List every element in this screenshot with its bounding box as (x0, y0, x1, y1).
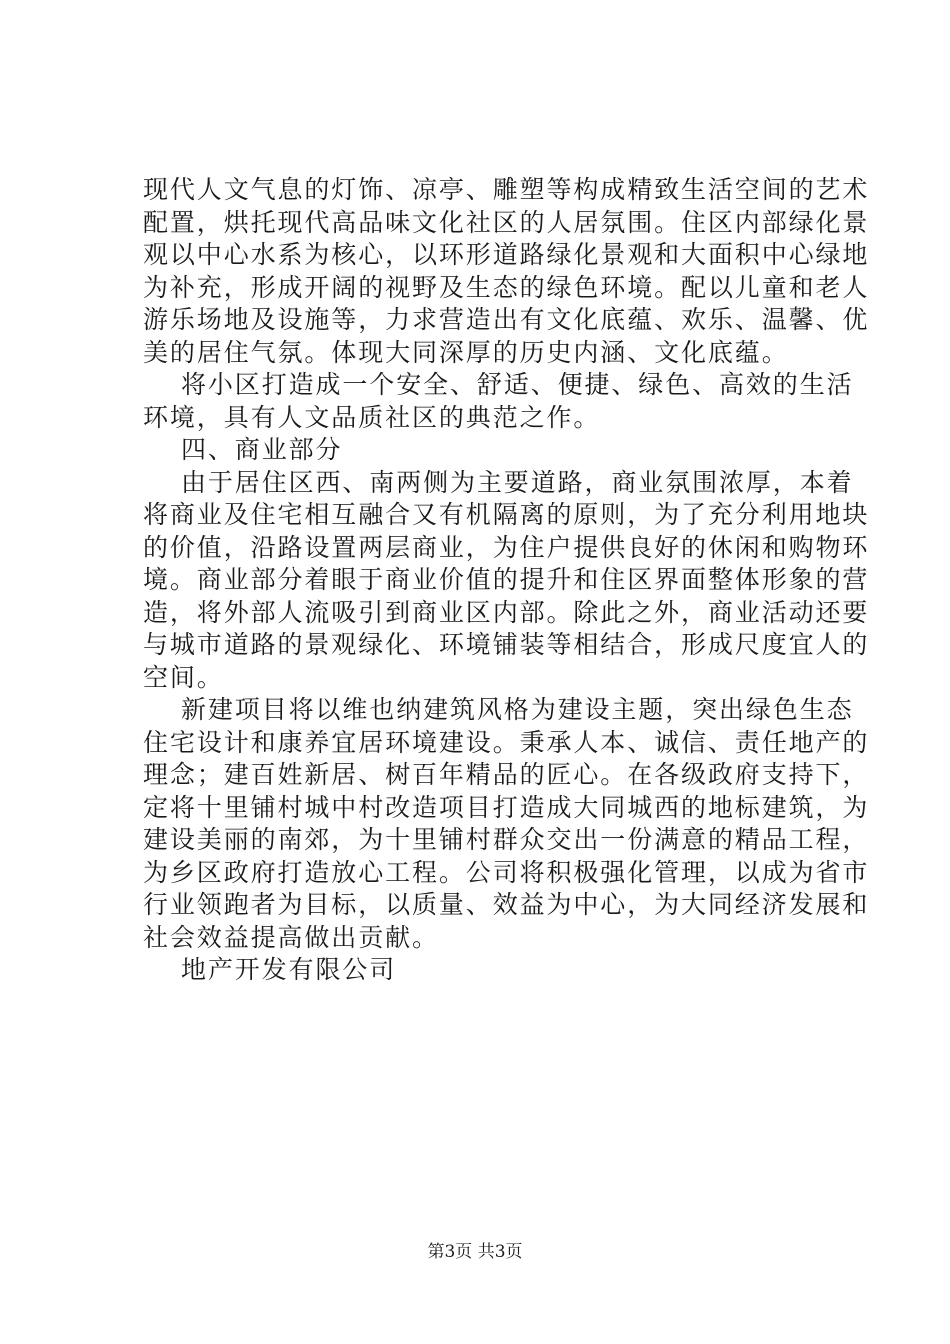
page-number-footer: 第3页 共3页 (427, 1242, 523, 1262)
text-line: 的价值，沿路设置两层商业，为住户提供良好的休闲和购物环 (143, 532, 870, 562)
document-body (143, 174, 870, 987)
text-line: 定将十里铺村城中村改造项目打造成大同城西的地标建筑，为 (143, 792, 870, 822)
text-line: 现代人文气息的灯饰、凉亭、雕塑等构成精致生活空间的艺术 (143, 175, 870, 204)
text-line: 与城市道路的景观绿化、环境铺装等相结合，形成尺度宜人的 (143, 630, 870, 659)
text-line: 住宅设计和康养宜居环境建设。秉承人本、诚信、责任地产的 (143, 727, 870, 757)
text-line: 社会效益提高做出贡献。 (143, 922, 439, 952)
text-line: 建设美丽的南郊，为十里铺村群众交出一份满意的精品工程， (143, 825, 870, 854)
text-line: 将商业及住宅相互融合又有机隔离的原则，为了充分利用地块 (143, 500, 870, 529)
text-line: 为补充，形成开阔的视野及生态的绿色环境。配以儿童和老人 (143, 272, 870, 302)
text-line: 观以中心水系为核心，以环形道路绿化景观和大面积中心绿地 (143, 240, 870, 269)
text-line: 境。商业部分着眼于商业价值的提升和住区界面整体形象的营 (143, 565, 870, 594)
text-line: 造，将外部人流吸引到商业区内部。除此之外，商业活动还要 (143, 597, 870, 627)
paragraph-first-line: 将小区打造成一个安全、舒适、便捷、绿色、高效的生活 (181, 370, 854, 399)
text-line: 环境，具有人文品质社区的典范之作。 (143, 402, 601, 432)
paragraph-first-line: 由于居住区西、南两侧为主要道路，商业氛围浓厚，本着 (181, 467, 854, 497)
text-line: 美的居住气氛。体现大同深厚的历史内涵、文化底蕴。 (143, 337, 789, 367)
section-heading: 四、商业部分 (181, 435, 343, 464)
text-line: 配置，烘托现代高品味文化社区的人居氛围。住区内部绿化景 (143, 207, 870, 237)
text-line: 为乡区政府打造放心工程。公司将积极强化管理，以成为省市 (143, 857, 870, 887)
company-signature: 地产开发有限公司 (181, 955, 397, 984)
text-line: 游乐场地及设施等，力求营造出有文化底蕴、欢乐、温馨、优 (143, 305, 870, 334)
text-line: 空间。 (143, 662, 224, 692)
paragraph-first-line: 新建项目将以维也纳建筑风格为建设主题，突出绿色生态 (181, 695, 854, 724)
text-line: 理念；建百姓新居、树百年精品的匠心。在各级政府支持下， (143, 760, 870, 789)
text-line: 行业领跑者为目标，以质量、效益为中心，为大同经济发展和 (143, 890, 870, 919)
